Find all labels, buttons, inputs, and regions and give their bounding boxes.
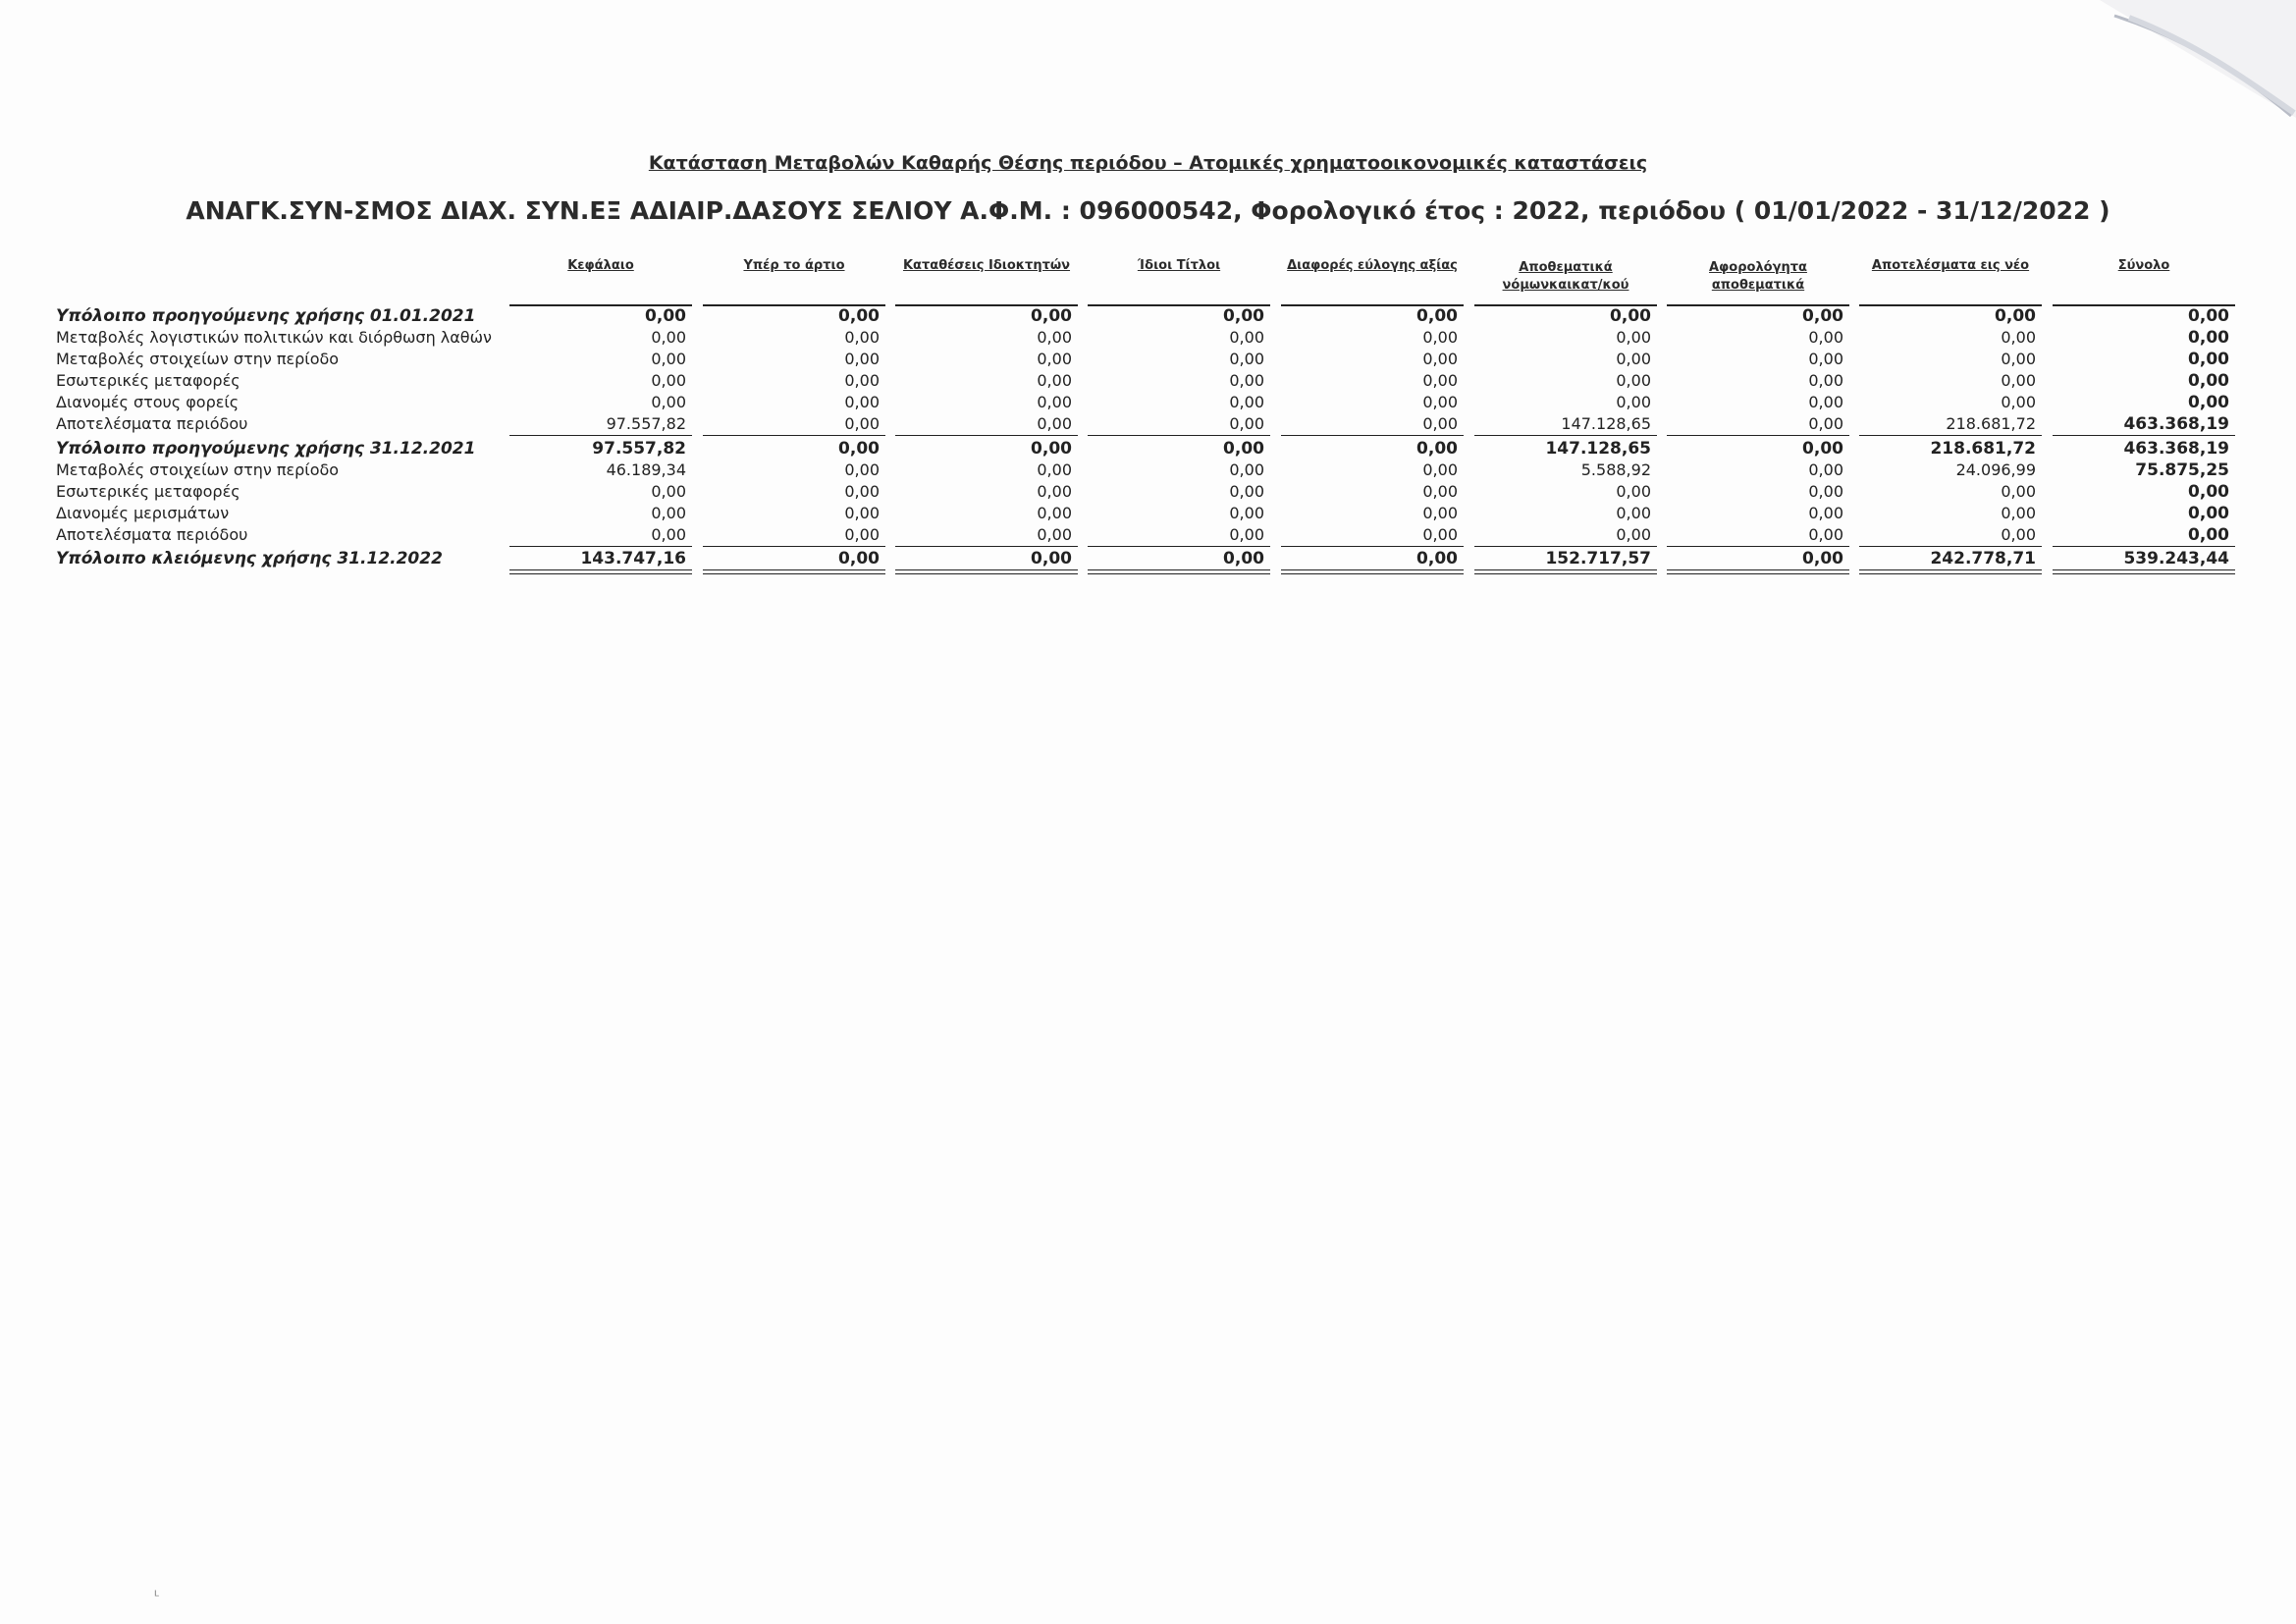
column-header-katatheseis-idioktiton: Καταθέσεις Ιδιοκτητών	[902, 258, 1071, 273]
cell-aforologita-apothematika: 0,00	[1808, 328, 1843, 347]
cell-katatheseis-idioktiton: 0,00	[1037, 393, 1072, 411]
cell-apothematika-nomon: 5.588,92	[1580, 460, 1651, 479]
cell-kefalaio: 143.747,16	[580, 549, 686, 568]
total-double-rule	[1088, 569, 1270, 574]
cell-diafores-eylogis-axias: 0,00	[1422, 393, 1458, 411]
cell-diafores-eylogis-axias: 0,00	[1422, 460, 1458, 479]
cell-apothematika-nomon: 0,00	[1610, 306, 1651, 326]
cell-synolo: 0,00	[2188, 482, 2229, 502]
cell-synolo: 0,00	[2188, 504, 2229, 523]
cell-yper-to-artio: 0,00	[844, 482, 880, 501]
column-header-idioi-titloi: Ίδιοι Τίτλοι	[1137, 258, 1221, 273]
cell-katatheseis-idioktiton: 0,00	[1037, 460, 1072, 479]
total-double-rule	[1281, 569, 1464, 574]
cell-idioi-titloi: 0,00	[1229, 525, 1264, 544]
cell-synolo: 0,00	[2188, 306, 2229, 326]
cell-diafores-eylogis-axias: 0,00	[1422, 350, 1458, 368]
subtotal-rule	[1474, 546, 1657, 547]
cell-apotelesmata-eis-neo: 0,00	[2001, 504, 2036, 522]
cell-idioi-titloi: 0,00	[1223, 549, 1264, 568]
cell-synolo: 0,00	[2188, 525, 2229, 545]
total-double-rule	[703, 569, 885, 574]
subtotal-rule	[1281, 435, 1464, 436]
cell-idioi-titloi: 0,00	[1229, 371, 1264, 390]
cell-apothematika-nomon: 0,00	[1616, 525, 1651, 544]
cell-yper-to-artio: 0,00	[838, 439, 880, 459]
cell-kefalaio: 97.557,82	[606, 414, 686, 433]
subtotal-rule	[1474, 435, 1657, 436]
scan-mark: ᴸ	[154, 1589, 159, 1604]
cell-yper-to-artio: 0,00	[844, 525, 880, 544]
cell-aforologita-apothematika: 0,00	[1802, 306, 1843, 326]
cell-apotelesmata-eis-neo: 0,00	[2001, 328, 2036, 347]
cell-diafores-eylogis-axias: 0,00	[1422, 371, 1458, 390]
cell-synolo: 463.368,19	[2123, 414, 2229, 434]
subtotal-rule	[895, 546, 1078, 547]
cell-aforologita-apothematika: 0,00	[1808, 350, 1843, 368]
cell-aforologita-apothematika: 0,00	[1808, 371, 1843, 390]
subtotal-rule	[1667, 435, 1849, 436]
cell-kefalaio: 0,00	[651, 504, 686, 522]
cell-synolo: 75.875,25	[2135, 460, 2229, 480]
cell-yper-to-artio: 0,00	[838, 549, 880, 568]
cell-idioi-titloi: 0,00	[1229, 328, 1264, 347]
subtotal-rule	[1281, 546, 1464, 547]
cell-idioi-titloi: 0,00	[1229, 350, 1264, 368]
cell-diafores-eylogis-axias: 0,00	[1416, 549, 1458, 568]
cell-katatheseis-idioktiton: 0,00	[1031, 439, 1072, 459]
cell-kefalaio: 0,00	[651, 525, 686, 544]
cell-diafores-eylogis-axias: 0,00	[1422, 482, 1458, 501]
cell-kefalaio: 0,00	[651, 393, 686, 411]
cell-apothematika-nomon: 147.128,65	[1561, 414, 1651, 433]
cell-apotelesmata-eis-neo: 218.681,72	[1946, 414, 2036, 433]
cell-katatheseis-idioktiton: 0,00	[1037, 482, 1072, 501]
cell-idioi-titloi: 0,00	[1229, 460, 1264, 479]
cell-kefalaio: 0,00	[651, 482, 686, 501]
cell-apotelesmata-eis-neo: 0,00	[2001, 393, 2036, 411]
cell-kefalaio: 97.557,82	[592, 439, 686, 459]
column-header-synolo: Σύνολο	[2117, 258, 2170, 273]
cell-apotelesmata-eis-neo: 0,00	[2001, 350, 2036, 368]
balance-row-label: Υπόλοιπο κλειόμενης χρήσης 31.12.2022	[56, 549, 443, 568]
cell-diafores-eylogis-axias: 0,00	[1422, 414, 1458, 433]
cell-katatheseis-idioktiton: 0,00	[1037, 350, 1072, 368]
cell-katatheseis-idioktiton: 0,00	[1037, 414, 1072, 433]
cell-kefalaio: 46.189,34	[606, 460, 686, 479]
cell-apotelesmata-eis-neo: 0,00	[2001, 371, 2036, 390]
cell-synolo: 0,00	[2188, 328, 2229, 348]
cell-kefalaio: 0,00	[651, 328, 686, 347]
cell-yper-to-artio: 0,00	[838, 306, 880, 326]
cell-idioi-titloi: 0,00	[1229, 504, 1264, 522]
company-header: ΑΝΑΓΚ.ΣΥΝ-ΣΜΟΣ ΔΙΑΧ. ΣΥΝ.ΕΞ ΑΔΙΑΙΡ.ΔΑΣΟΥΣ ΣΕΛΙΟΥ Α.Φ.Μ. : 096000542, Φορολογικό έτος : 2022, περιόδου ( 01/01/2022 - 31/12/2022 )	[186, 196, 2110, 225]
cell-apothematika-nomon: 0,00	[1616, 350, 1651, 368]
cell-synolo: 0,00	[2188, 371, 2229, 391]
cell-apothematika-nomon: 152.717,57	[1545, 549, 1651, 568]
cell-synolo: 463.368,19	[2123, 439, 2229, 459]
row-label: Μεταβολές στοιχείων στην περίοδο	[56, 460, 340, 479]
cell-katatheseis-idioktiton: 0,00	[1037, 371, 1072, 390]
statement-title: Κατάσταση Μεταβολών Καθαρής Θέσης περιόδου – Ατομικές χρηματοοικονομικές καταστάσεις	[648, 152, 1648, 174]
total-double-rule	[895, 569, 1078, 574]
cell-apothematika-nomon: 0,00	[1616, 328, 1651, 347]
subtotal-rule	[703, 435, 885, 436]
row-label: Μεταβολές λογιστικών πολιτικών και διόρθωση λαθών	[56, 328, 492, 347]
total-double-rule	[1859, 569, 2042, 574]
cell-aforologita-apothematika: 0,00	[1802, 439, 1843, 459]
column-header-kefalaio: Κεφάλαιο	[567, 258, 634, 273]
balance-row-label: Υπόλοιπο προηγούμενης χρήσης 31.12.2021	[56, 439, 476, 459]
cell-aforologita-apothematika: 0,00	[1808, 525, 1843, 544]
cell-apothematika-nomon: 147.128,65	[1545, 439, 1651, 459]
cell-aforologita-apothematika: 0,00	[1808, 460, 1843, 479]
cell-idioi-titloi: 0,00	[1229, 393, 1264, 411]
row-label: Εσωτερικές μεταφορές	[56, 482, 240, 501]
subtotal-rule	[1859, 546, 2042, 547]
cell-kefalaio: 0,00	[651, 371, 686, 390]
cell-apotelesmata-eis-neo: 0,00	[2001, 525, 2036, 544]
cell-yper-to-artio: 0,00	[844, 504, 880, 522]
cell-katatheseis-idioktiton: 0,00	[1037, 525, 1072, 544]
cell-synolo: 0,00	[2188, 393, 2229, 412]
subtotal-rule	[1088, 435, 1270, 436]
cell-apothematika-nomon: 0,00	[1616, 393, 1651, 411]
cell-idioi-titloi: 0,00	[1223, 306, 1264, 326]
cell-katatheseis-idioktiton: 0,00	[1037, 328, 1072, 347]
cell-katatheseis-idioktiton: 0,00	[1031, 306, 1072, 326]
cell-idioi-titloi: 0,00	[1229, 482, 1264, 501]
cell-aforologita-apothematika: 0,00	[1802, 549, 1843, 568]
cell-idioi-titloi: 0,00	[1229, 414, 1264, 433]
subtotal-rule	[703, 546, 885, 547]
cell-katatheseis-idioktiton: 0,00	[1031, 549, 1072, 568]
column-header-aforologita-apothematika: Αφορολόγητα αποθεματικά	[1709, 260, 1807, 293]
cell-diafores-eylogis-axias: 0,00	[1416, 439, 1458, 459]
row-label: Διανομές μερισμάτων	[56, 504, 230, 522]
subtotal-rule	[1088, 546, 1270, 547]
total-double-rule	[1667, 569, 1849, 574]
cell-diafores-eylogis-axias: 0,00	[1416, 306, 1458, 326]
cell-yper-to-artio: 0,00	[844, 460, 880, 479]
cell-aforologita-apothematika: 0,00	[1808, 393, 1843, 411]
column-header-apotelesmata-eis-neo: Αποτελέσματα εις νέο	[1871, 258, 2030, 273]
cell-aforologita-apothematika: 0,00	[1808, 414, 1843, 433]
cell-apotelesmata-eis-neo: 0,00	[1995, 306, 2036, 326]
subtotal-rule	[2053, 546, 2235, 547]
row-label: Αποτελέσματα περιόδου	[56, 525, 248, 544]
cell-apothematika-nomon: 0,00	[1616, 371, 1651, 390]
cell-yper-to-artio: 0,00	[844, 414, 880, 433]
cell-yper-to-artio: 0,00	[844, 393, 880, 411]
cell-kefalaio: 0,00	[645, 306, 686, 326]
page-fold-corner	[2041, 0, 2296, 118]
total-double-rule	[1474, 569, 1657, 574]
cell-katatheseis-idioktiton: 0,00	[1037, 504, 1072, 522]
subtotal-rule	[1859, 435, 2042, 436]
subtotal-rule	[1667, 546, 1849, 547]
cell-apothematika-nomon: 0,00	[1616, 504, 1651, 522]
cell-apotelesmata-eis-neo: 242.778,71	[1930, 549, 2036, 568]
cell-diafores-eylogis-axias: 0,00	[1422, 328, 1458, 347]
cell-aforologita-apothematika: 0,00	[1808, 482, 1843, 501]
cell-apothematika-nomon: 0,00	[1616, 482, 1651, 501]
cell-apotelesmata-eis-neo: 218.681,72	[1930, 439, 2036, 459]
cell-apotelesmata-eis-neo: 24.096,99	[1955, 460, 2036, 479]
cell-apotelesmata-eis-neo: 0,00	[2001, 482, 2036, 501]
column-header-apothematika-nomon: Αποθεματικά νόμωνκαικατ/κού	[1502, 260, 1629, 293]
cell-diafores-eylogis-axias: 0,00	[1422, 525, 1458, 544]
row-label: Διανομές στους φορείς	[56, 393, 240, 411]
cell-diafores-eylogis-axias: 0,00	[1422, 504, 1458, 522]
row-label: Εσωτερικές μεταφορές	[56, 371, 240, 390]
subtotal-rule	[895, 435, 1078, 436]
cell-yper-to-artio: 0,00	[844, 350, 880, 368]
cell-yper-to-artio: 0,00	[844, 328, 880, 347]
cell-synolo: 0,00	[2188, 350, 2229, 369]
total-double-rule	[2053, 569, 2235, 574]
row-label: Μεταβολές στοιχείων στην περίοδο	[56, 350, 340, 368]
subtotal-rule	[2053, 435, 2235, 436]
subtotal-rule	[509, 546, 692, 547]
subtotal-rule	[509, 435, 692, 436]
column-header-yper-to-artio: Υπέρ το άρτιο	[743, 258, 845, 273]
cell-yper-to-artio: 0,00	[844, 371, 880, 390]
balance-row-label: Υπόλοιπο προηγούμενης χρήσης 01.01.2021	[56, 306, 476, 326]
cell-kefalaio: 0,00	[651, 350, 686, 368]
cell-idioi-titloi: 0,00	[1223, 439, 1264, 459]
column-header-diafores-eylogis-axias: Διαφορές εύλογης αξίας	[1287, 258, 1458, 273]
cell-aforologita-apothematika: 0,00	[1808, 504, 1843, 522]
total-double-rule	[509, 569, 692, 574]
cell-synolo: 539.243,44	[2123, 549, 2229, 568]
row-label: Αποτελέσματα περιόδου	[56, 414, 248, 433]
